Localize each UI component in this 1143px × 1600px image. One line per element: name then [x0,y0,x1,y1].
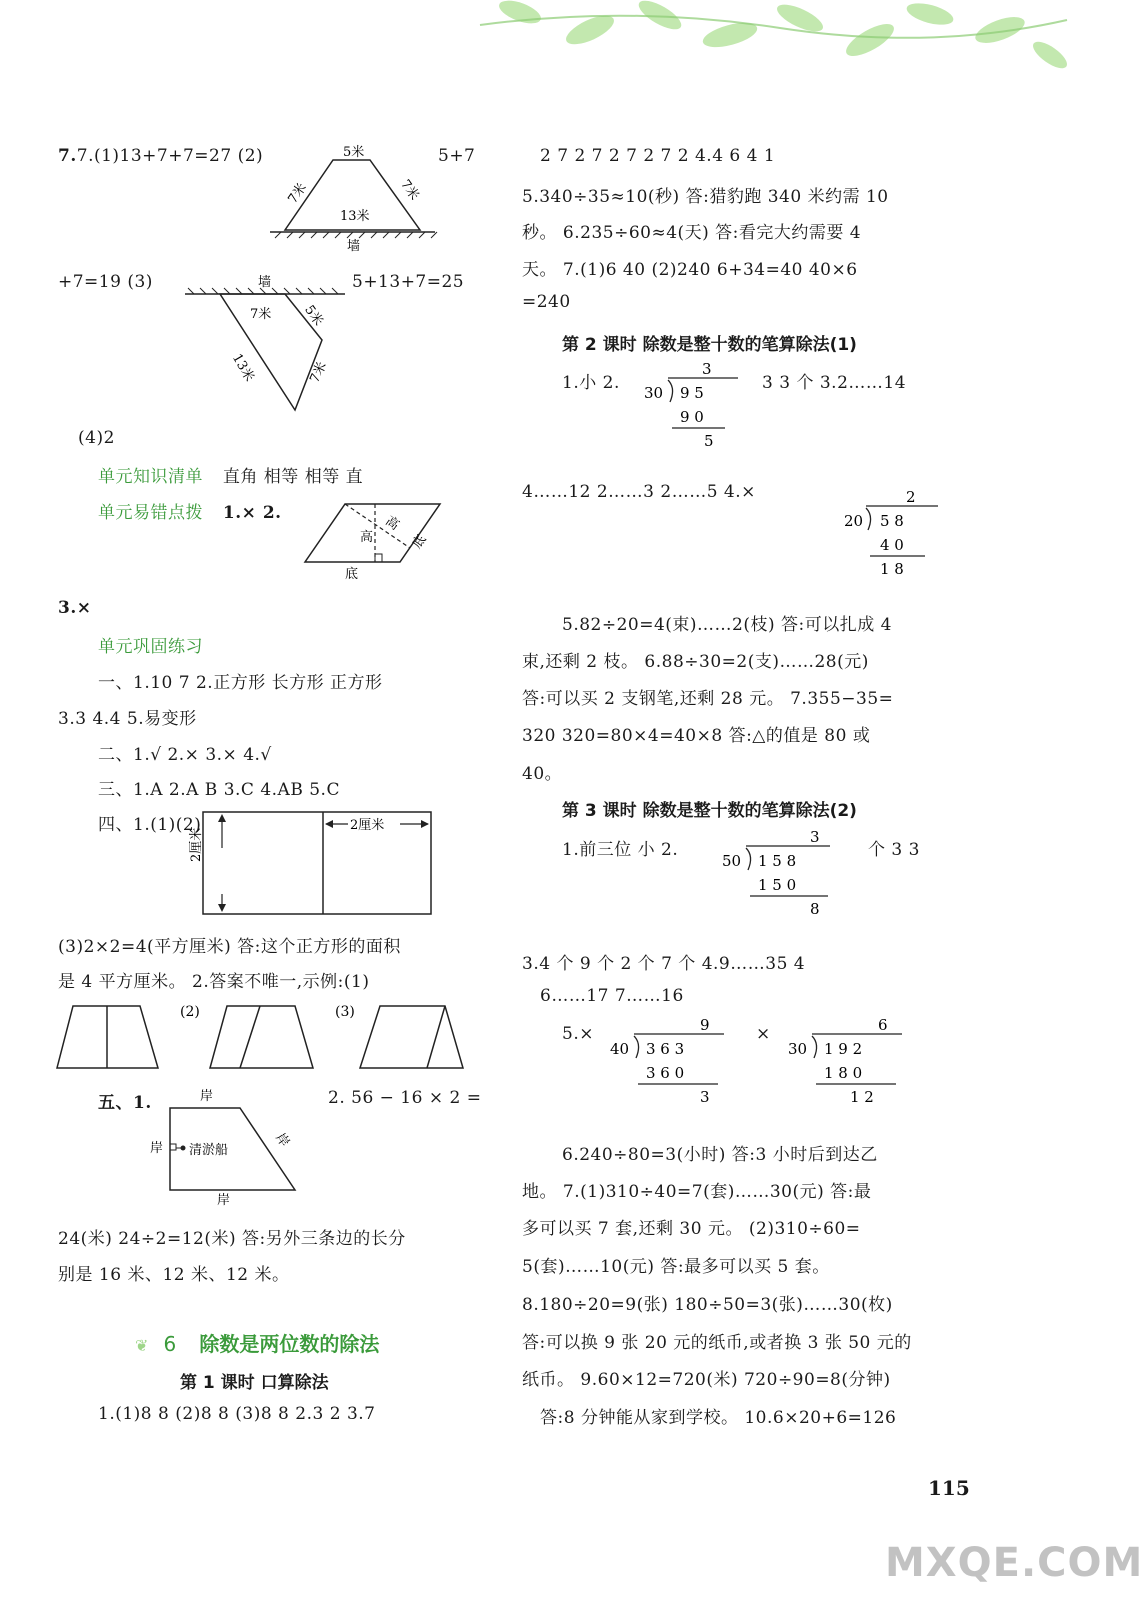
answer-line: 束,还剩 2 枝。 6.88÷30=2(支)……28(元) [522,652,869,672]
answer-line: 答:可以换 9 张 20 元的纸币,或者换 3 张 50 元的 [522,1333,912,1353]
svg-text:2: 2 [906,488,916,506]
svg-text:底: 底 [409,532,430,552]
svg-text:岸: 岸 [150,1141,164,1156]
svg-text:9 0: 9 0 [680,408,704,426]
svg-text:30: 30 [788,1040,808,1058]
section-label: 单元巩固练习 [98,637,203,657]
answer-line: 秒。 6.235÷60≈4(天) 答:看完大约需要 4 [522,223,862,243]
svg-text:墙: 墙 [258,275,272,290]
answer-line: 天。 7.(1)6 40 (2)240 6+34=40 40×6 [522,260,858,280]
answer-line: × [756,1024,771,1044]
long-division [840,486,940,580]
svg-text:高: 高 [360,530,374,545]
answer-line: 5.× [562,1024,594,1044]
svg-text:3 6 0: 3 6 0 [646,1064,685,1082]
svg-text:6: 6 [878,1016,888,1034]
answer-line: 一、1.10 7 2.正方形 长方形 正方形 [98,673,383,693]
svg-text:3: 3 [700,1088,710,1106]
svg-text:1 8 0: 1 8 0 [824,1064,863,1082]
answer-line: 5(套)……10(元) 答:最多可以买 5 套。 [522,1257,830,1277]
svg-text:40: 40 [610,1040,630,1058]
svg-text:13米: 13米 [340,209,370,224]
answer-line: 8.180÷20=9(张) 180÷50=3(张)……30(枚) [522,1295,893,1315]
leaf-decoration [480,0,1067,90]
answer-line: 3.3 4.4 5.易变形 [58,709,197,729]
svg-text:9 5: 9 5 [680,384,704,402]
section-label: 单元知识清单 [98,467,203,487]
svg-text:5米: 5米 [343,145,365,160]
svg-text:7米: 7米 [307,359,331,386]
answer-line: 1.前三位 小 2. [562,840,679,860]
unit-error-row: 单元易错点拨 1.× 2. [98,503,282,523]
svg-text:7米: 7米 [285,180,310,207]
svg-text:9: 9 [700,1016,710,1034]
long-division [784,1014,904,1108]
answer-line: 答:可以买 2 支钢笔,还剩 28 元。 7.355−35= [522,689,894,709]
answer-line: 320 320=80×4=40×8 答:△的值是 80 或 [522,726,871,746]
svg-text:2厘米: 2厘米 [350,818,385,833]
svg-text:1 5 0: 1 5 0 [758,876,797,894]
long-division [718,826,833,920]
svg-text:5米: 5米 [301,302,326,329]
svg-text:20: 20 [844,512,864,530]
svg-text:(3): (3) [335,1004,355,1020]
svg-text:岸: 岸 [200,1089,214,1104]
svg-text:8: 8 [810,900,820,918]
answer-line: 5.340÷35≈10(秒) 答:猎豹跑 340 米约需 10 [522,187,889,207]
svg-text:13米: 13米 [228,351,257,385]
answer-line: 40。 [522,764,563,784]
svg-text:清淤船: 清淤船 [189,1143,229,1158]
lesson-heading: 第 2 课时 除数是整十数的笔算除法(1) [562,335,857,355]
answer-line: 四、1.(1)(2) [98,815,202,835]
answer-line: 二、1.√ 2.× 3.× 4.√ [98,745,272,765]
answer-line: =240 [522,292,571,312]
rectangle-figure [189,808,438,920]
answer-line: 纸币。 9.60×12=720(米) 720÷90=8(分钟) [522,1370,891,1390]
quadrilateral-figure [180,272,350,417]
long-division [606,1014,726,1108]
trapezoid-split-figures [55,998,475,1076]
svg-text:3: 3 [702,360,712,378]
answer-line: 5+7 [438,146,476,166]
answer-line: (4)2 [78,428,115,448]
svg-text:1 2: 1 2 [850,1088,874,1106]
svg-text:底: 底 [345,567,359,582]
answer-line: 别是 16 米、12 米、12 米。 [58,1265,290,1285]
answer-line: 多可以买 7 套,还剩 30 元。 (2)310÷60= [522,1219,861,1239]
answer-line: +7=19 (3) [58,272,153,292]
long-division [640,358,740,454]
svg-text:1 5 8: 1 5 8 [758,852,797,870]
section-label: 单元易错点拨 [98,503,203,523]
watermark: MXQE.COM [885,1540,1143,1586]
page-number: 115 [928,1476,970,1500]
svg-text:4 0: 4 0 [880,536,904,554]
svg-text:5: 5 [704,432,714,450]
lesson-heading: 第 3 课时 除数是整十数的笔算除法(2) [562,801,857,821]
svg-text:岸: 岸 [217,1193,231,1208]
answer-line: 3 3 个 3.2……14 [762,373,907,393]
answer-line: 五、1. [98,1093,152,1113]
svg-text:50: 50 [722,852,742,870]
svg-text:1 9 2: 1 9 2 [824,1040,863,1058]
svg-text:7米: 7米 [250,307,272,322]
answer-line: 2 7 2 7 2 7 2 7 2 4.4 6 4 1 [540,146,776,166]
section-heading: ❦ 6 除数是两位数的除法 [135,1332,380,1356]
answer-line: 1.小 2. [562,373,620,393]
riverbank-figure [145,1082,305,1208]
svg-text:岸: 岸 [272,1130,292,1151]
answer-line: (3)2×2=4(平方厘米) 答:这个正方形的面积 [58,937,401,957]
answer-line: 6.240÷80=3(小时) 答:3 小时后到达乙 [562,1145,878,1165]
answer-line: 1.(1)8 8 (2)8 8 (3)8 8 2.3 2 3.7 [98,1404,376,1424]
svg-text:(2): (2) [180,1004,200,1020]
answer-line: 答:8 分钟能从家到学校。 10.6×20+6=126 [540,1408,897,1428]
svg-text:3: 3 [810,828,820,846]
answer-line: 7.7.(1)13+7+7=27 (2) [58,146,264,166]
answer-line: 三、1.A 2.A B 3.C 4.AB 5.C [98,780,340,800]
answer-line: 是 4 平方厘米。 2.答案不唯一,示例:(1) [58,972,370,992]
lesson-heading: 第 1 课时 口算除法 [180,1373,329,1393]
svg-text:7米: 7米 [397,177,422,204]
unit-knowledge-row: 单元知识清单 直角 相等 相等 直 [98,467,364,487]
svg-text:墙: 墙 [347,239,361,254]
answer-line: 4……12 2……3 2……5 4.× [522,482,756,502]
answer-line: 24(米) 24÷2=12(米) 答:另外三条边的长分 [58,1229,406,1249]
svg-text:2厘米: 2厘米 [189,827,204,862]
answer-line: 6……17 7……16 [540,986,684,1006]
answer-line: 个 3 3 [868,840,920,860]
svg-text:1 8: 1 8 [880,560,904,578]
svg-text:高: 高 [382,513,402,534]
svg-text:5 8: 5 8 [880,512,904,530]
trapezoid-figure [265,140,440,255]
answer-line: 3.× [58,598,92,618]
leaf-icon: ❦ [135,1336,149,1355]
svg-text:3 6 3: 3 6 3 [646,1040,685,1058]
answer-line: 3.4 个 9 个 2 个 7 个 4.9……35 4 [522,954,806,974]
svg-text:30: 30 [644,384,664,402]
answer-line: 2. 56 − 16 × 2 = [328,1088,482,1108]
parallelogram-figure [300,496,450,581]
answer-line: 5.82÷20=4(束)……2(枝) 答:可以扎成 4 [562,615,892,635]
answer-line: 5+13+7=25 [352,272,465,292]
answer-line: 地。 7.(1)310÷40=7(套)……30(元) 答:最 [522,1182,872,1202]
